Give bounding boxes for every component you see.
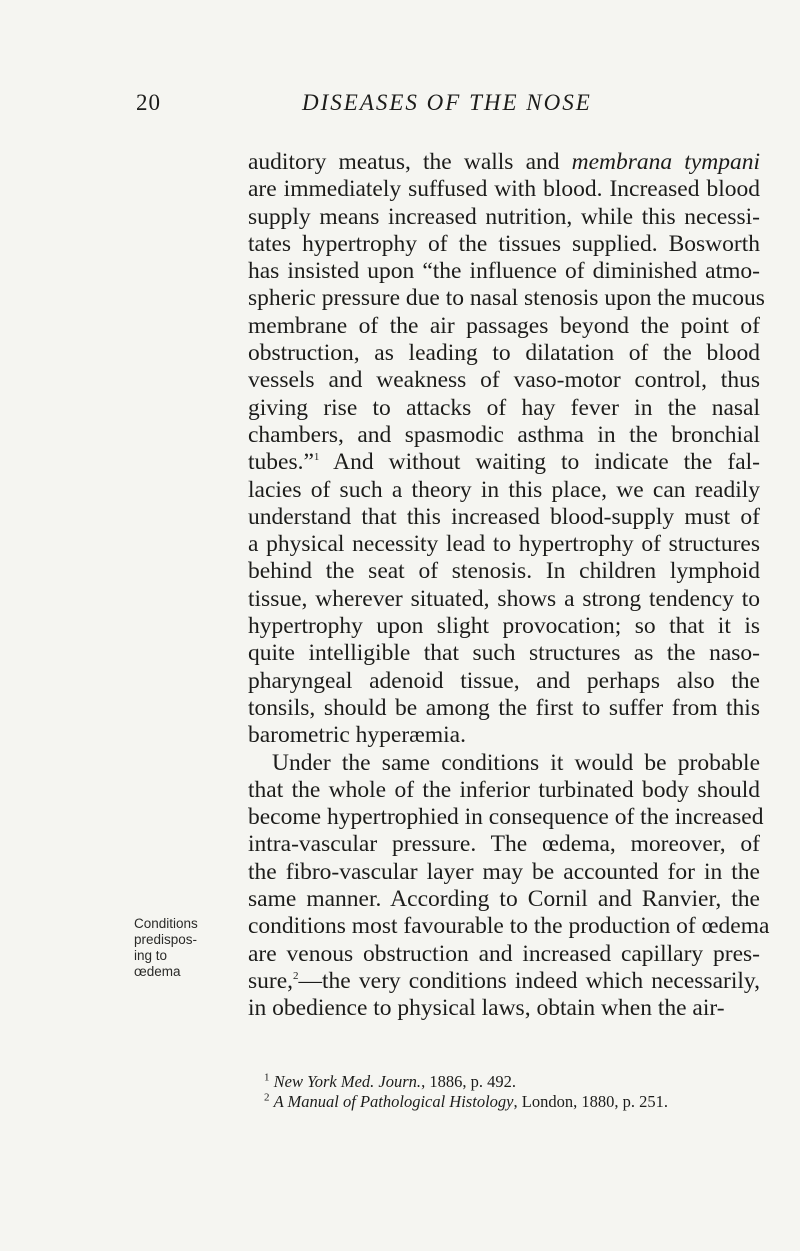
text-run: giving rise to attacks of hay fever in the nasal <box>248 394 760 421</box>
text-run: hypertrophy upon slight provocation; so that it is <box>248 613 760 640</box>
footnote-reference: 2 <box>293 970 299 983</box>
text-line <box>248 313 760 340</box>
text-run: the fibro-vascular layer may be accounted for in the <box>248 858 760 885</box>
margin-note-line: ing to <box>134 948 168 963</box>
text-line <box>248 231 760 258</box>
text-run: pharyngeal adenoid tissue, and perhaps also the <box>248 667 760 694</box>
text-line <box>248 422 760 449</box>
text-line <box>248 558 760 585</box>
page-number: 20 <box>136 90 161 115</box>
text-run: tonsils, should be among the first to suffer from this <box>248 694 760 721</box>
footnote-mark: 2 <box>264 1091 270 1104</box>
italic-text: membrana tympani <box>571 149 760 175</box>
margin-note-line: œdema <box>134 964 181 979</box>
text-line <box>248 831 760 858</box>
footnotes <box>248 1072 760 1112</box>
text-line <box>248 449 760 476</box>
text-line <box>248 204 760 231</box>
text-line <box>248 504 760 531</box>
italic-text: A Manual of Pathological Histology <box>273 1092 514 1111</box>
body-text <box>248 149 770 1023</box>
text-line <box>248 640 760 667</box>
text-run: tates hypertrophy of the tissues supplied. Bosworth <box>248 230 760 257</box>
text-line <box>248 695 760 722</box>
text-run: intra-vascular pressure. The œdema, moreover, of <box>248 831 760 858</box>
text-line <box>248 258 760 285</box>
text-run: tissue, wherever situated, shows a strong tendency to <box>248 585 760 612</box>
text-line <box>248 613 760 640</box>
text-run: a physical necessity lead to hypertrophy of structures <box>248 531 760 558</box>
text-line <box>248 285 765 312</box>
text-run: , 1886, p. 492. <box>421 1072 516 1091</box>
text-line <box>248 722 760 749</box>
text-line <box>248 777 760 804</box>
text-line <box>248 149 760 176</box>
italic-text: New York Med. Journ. <box>273 1072 422 1091</box>
text-run: spheric pressure due to nasal stenosis upon the mucous <box>248 285 765 312</box>
text-run: understand that this increased blood-supply must of <box>248 503 760 530</box>
text-line <box>248 586 760 613</box>
text-line <box>248 750 760 777</box>
text-run: quite intelligible that such structures as the naso- <box>248 640 760 667</box>
text-run: membrane of the air passages beyond the point of <box>248 312 760 339</box>
text-run: —the very conditions indeed which necessarily, <box>298 967 760 994</box>
text-run: become hypertrophied in consequence of the increased <box>248 804 764 831</box>
text-run: are immediately suffused with blood. Increased blood <box>248 176 760 203</box>
text-run: that the whole of the inferior turbinated body should <box>248 776 760 803</box>
text-run: behind the seat of stenosis. In children lymphoid <box>248 558 760 585</box>
text-line <box>248 995 760 1022</box>
text-line <box>248 176 760 203</box>
text-line <box>248 859 760 886</box>
text-run: auditory meatus, the walls and <box>248 149 572 175</box>
text-line <box>248 395 760 422</box>
margin-note-line: predispos- <box>134 932 198 947</box>
text-run: , London, 1880, p. 251. <box>513 1092 668 1111</box>
text-run: supply means increased nutrition, while this necessi- <box>248 203 760 230</box>
text-run: in obedience to physical laws, obtain when the air- <box>248 995 725 1022</box>
text-run: obstruction, as leading to dilatation of the blood <box>248 340 760 367</box>
margin-note <box>134 916 244 980</box>
text-line <box>248 531 760 558</box>
footnote-reference: 1 <box>313 451 320 464</box>
footnote <box>248 1092 760 1112</box>
running-title: DISEASES OF THE NOSE <box>302 90 592 115</box>
margin-note-line: Conditions <box>134 916 198 931</box>
text-run: has insisted upon “the influence of diminished atmo- <box>248 258 760 285</box>
page-header <box>0 88 800 122</box>
footnote <box>248 1072 760 1092</box>
text-line <box>248 477 760 504</box>
text-run: Under the same conditions it would be probable <box>272 749 760 776</box>
text-line <box>248 913 770 940</box>
text-run: vessels and weakness of vaso-motor control, thus <box>248 367 760 394</box>
footnote-mark: 1 <box>264 1071 270 1084</box>
text-run: are venous obstruction and increased capillary pres- <box>248 940 760 967</box>
text-line <box>248 941 760 968</box>
text-line <box>248 340 760 367</box>
text-run: same manner. According to Cornil and Ranvier, the <box>248 886 760 913</box>
text-line <box>248 968 760 995</box>
text-run: sure, <box>248 967 294 994</box>
text-run: And without waiting to indicate the fal- <box>319 449 760 476</box>
text-line <box>248 804 764 831</box>
text-run: conditions most favourable to the production of œdema <box>248 913 770 940</box>
text-run: tubes.” <box>248 449 314 476</box>
text-line <box>248 668 760 695</box>
text-run: lacies of such a theory in this place, we can readily <box>248 476 760 503</box>
text-run: barometric hyperæmia. <box>248 722 466 749</box>
text-run: chambers, and spasmodic asthma in the bronchial <box>248 421 760 448</box>
text-line <box>248 886 760 913</box>
text-line <box>248 367 760 394</box>
